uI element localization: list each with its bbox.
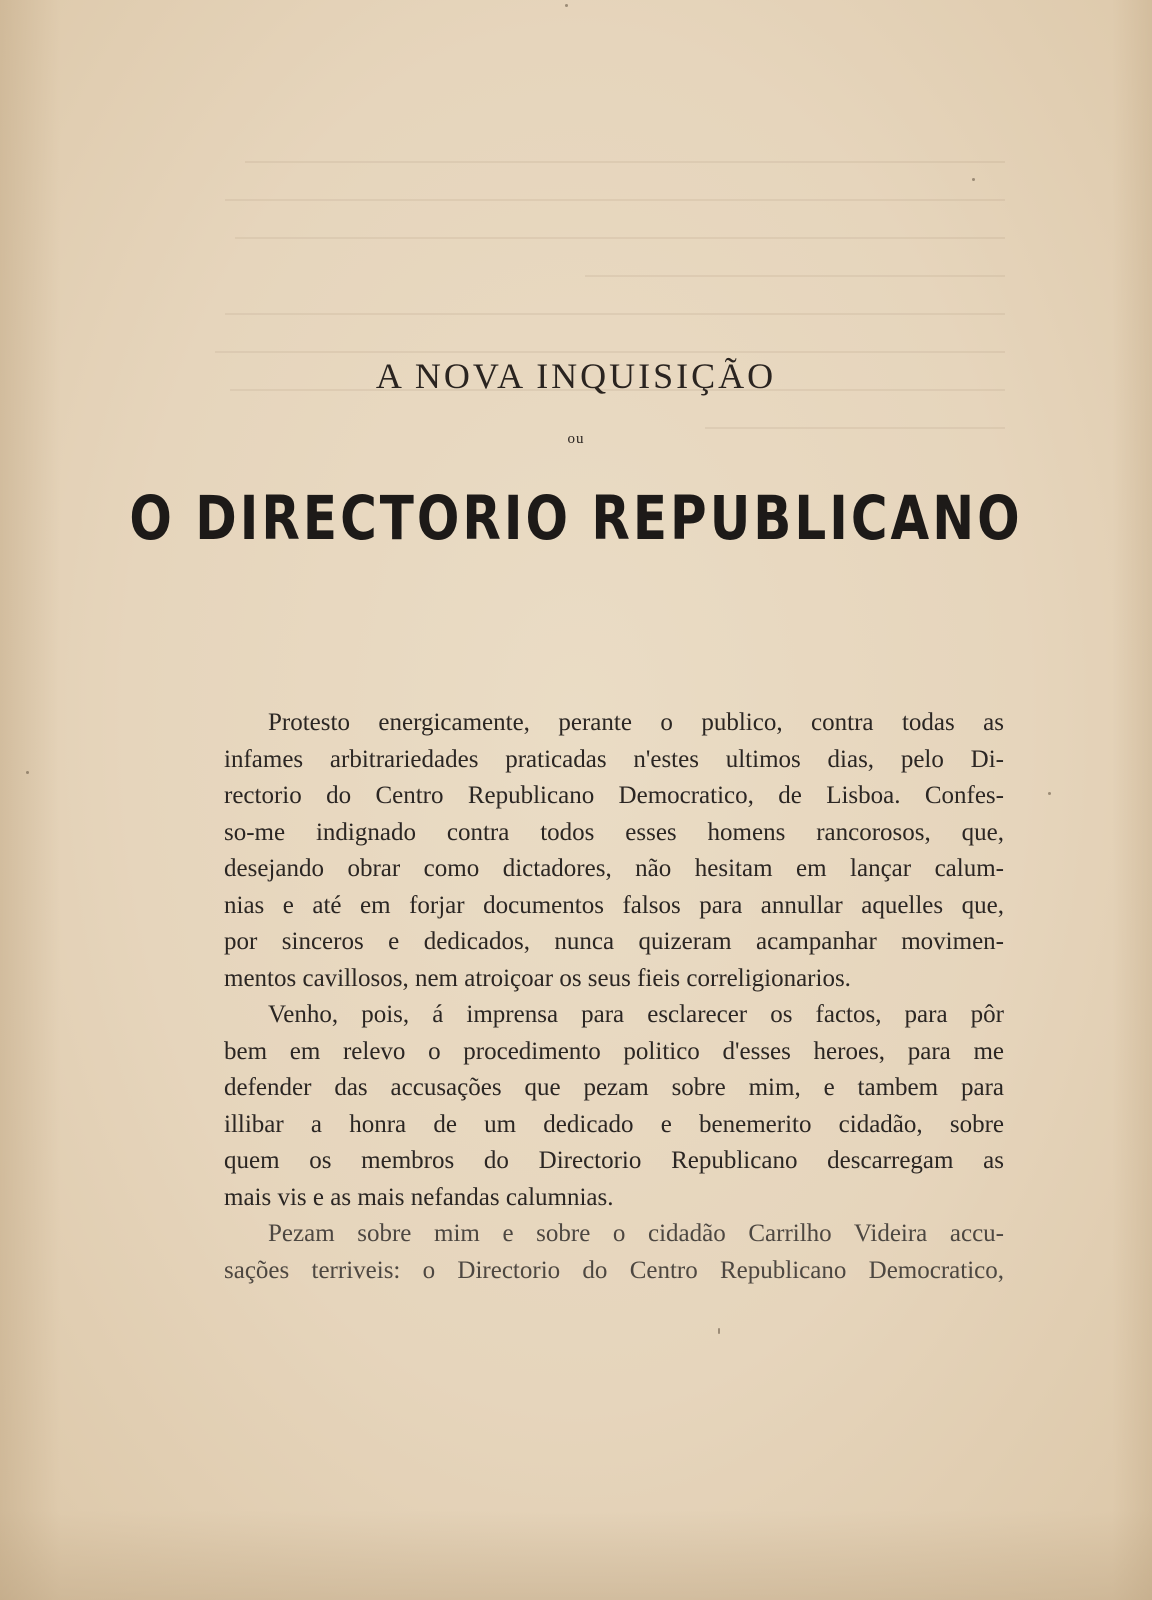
- body-line: Venho, pois, á imprensa para esclarecer os factos, para pôr: [268, 1001, 1004, 1028]
- title-line-1: A NOVA INQUISIÇÃO: [375, 356, 777, 396]
- paper-edge-shading: [0, 1510, 1152, 1600]
- paper-speck: [565, 4, 568, 7]
- paper-speck: [718, 1328, 720, 1334]
- body-line: so-me indignado contra todos esses homens rancorosos, que,: [224, 818, 1004, 846]
- body-line: sações terriveis: o Directorio do Centro Republicano Democratico,: [224, 1256, 1004, 1284]
- body-line: por sinceros e dedicados, nunca quizeram acampanhar movimen-: [224, 928, 1004, 955]
- paper-edge-shading: [0, 0, 60, 1600]
- body-line: mentos cavillosos, nem atroiçoar os seus fieis correligionarios.: [224, 964, 851, 992]
- body-line: desejando obrar como dictadores, não hesitam em lançar calum-: [224, 855, 1004, 882]
- paper-edge-shading: [1112, 0, 1152, 1600]
- paper-speck: [1048, 792, 1051, 795]
- body-line: infames arbitrariedades praticadas n'estes ultimos dias, pelo Di-: [224, 745, 1004, 773]
- body-line: Protesto energicamente, perante o publico, contra todas as: [268, 709, 1004, 736]
- body-line: illibar a honra de um dedicado e benemerito cidadão, sobre: [224, 1110, 1004, 1138]
- title-line-2: O DIRECTORIO REPUBLICANO: [129, 483, 1023, 554]
- title-connector: ou: [567, 431, 585, 447]
- body-line: nias e até em forjar documentos falsos para annullar aquelles que,: [224, 891, 1004, 919]
- paper-speck: [972, 178, 975, 181]
- body-line: defender das accusações que pezam sobre mim, e tambem para: [224, 1074, 1004, 1101]
- body-line: bem em relevo o procedimento politico d'esses heroes, para me: [224, 1037, 1004, 1065]
- body-line: rectorio do Centro Republicano Democratico, de Lisboa. Confes-: [224, 782, 1004, 809]
- body-line: quem os membros do Directorio Republicano descarregam as: [224, 1147, 1004, 1174]
- body-line: Pezam sobre mim e sobre o cidadão Carrilho Videira accu-: [268, 1220, 1004, 1247]
- body-line: mais vis e as mais nefandas calumnias.: [224, 1183, 614, 1211]
- body-paragraphs: [224, 705, 1004, 1289]
- paper-speck: [26, 771, 29, 774]
